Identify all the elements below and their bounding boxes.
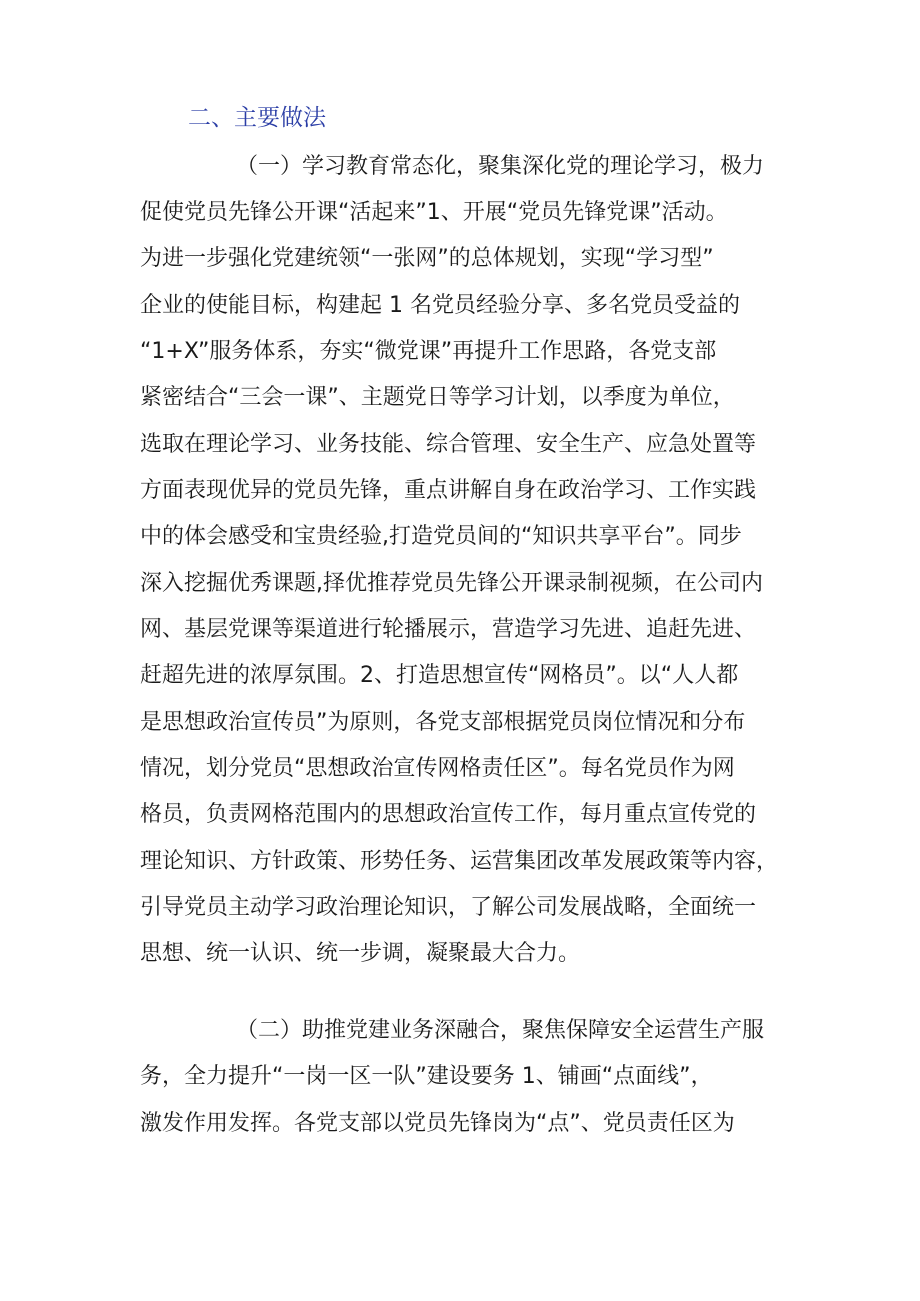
paragraph-1-line-1: （一）学习教育常态化，聚集深化党的理论学习，极力 <box>236 154 765 179</box>
paragraph-1-line-9: 中的体会感受和宝贵经验,打造党员间的“知识共享平台”。同步 <box>140 524 742 549</box>
paragraph-1-line-13: 是思想政治宣传员”为原则，各党支部根据党员岗位情况和分布 <box>140 710 746 735</box>
paragraph-1-line-7: 选取在理论学习、业务技能、综合管理、安全生产、应急处置等 <box>140 432 757 457</box>
paragraph-2-line-2: 务，全力提升“一岗一区一队”建设要务 1、铺画“点面线”， <box>140 1064 713 1089</box>
paragraph-1-line-10: 深入挖掘优秀课题,择优推荐党员先锋公开课录制视频，在公司内 <box>140 571 763 596</box>
paragraph-1-line-14: 情况，划分党员“思想政治宣传网格责任区”。每名党员作为网 <box>140 756 735 781</box>
paragraph-1-line-12: 赶超先进的浓厚氛围。2、打造思想宣传“网格员”。以“人人都 <box>140 663 739 688</box>
paragraph-1-line-3: 为进一步强化党建统领“一张网”的总体规划，实现“学习型” <box>140 246 714 271</box>
paragraph-1-line-5: “1+X”服务体系，夯实“微党课”再提升工作思路，各党支部 <box>140 339 717 364</box>
paragraph-2-line-3: 激发作用发挥。各党支部以党员先锋岗为“点”、党员责任区为 <box>140 1111 735 1136</box>
paragraph-1-line-11: 网、基层党课等渠道进行轮播展示，营造学习先进、追赶先进、 <box>140 617 757 642</box>
paragraph-1-line-16: 理论知识、方针政策、形势任务、运营集团改革发展政策等内容， <box>140 849 779 874</box>
paragraph-1-line-8: 方面表现优异的党员先锋，重点讲解自身在政治学习、工作实践 <box>140 478 757 503</box>
paragraph-1-line-18: 思想、统一认识、统一步调，凝聚最大合力。 <box>140 941 581 966</box>
paragraph-1-line-4: 企业的使能目标，构建起 1 名党员经验分享、多名党员受益的 <box>140 293 740 318</box>
paragraph-2-line-1: （二）助推党建业务深融合，聚焦保障安全运营生产服 <box>236 1018 765 1043</box>
paragraph-1-line-2: 促使党员先锋公开课“活起来”1、开展“党员先锋党课”活动。 <box>140 200 728 225</box>
paragraph-1-line-17: 引导党员主动学习政治理论知识，了解公司发展战略，全面统一 <box>140 895 757 920</box>
paragraph-1-line-6: 紧密结合“三会一课”、主题党日等学习计划，以季度为单位， <box>140 385 735 410</box>
paragraph-1-line-15: 格员，负责网格范围内的思想政治宣传工作，每月重点宣传党的 <box>140 802 757 827</box>
section-heading: 二、主要做法 <box>188 105 326 131</box>
